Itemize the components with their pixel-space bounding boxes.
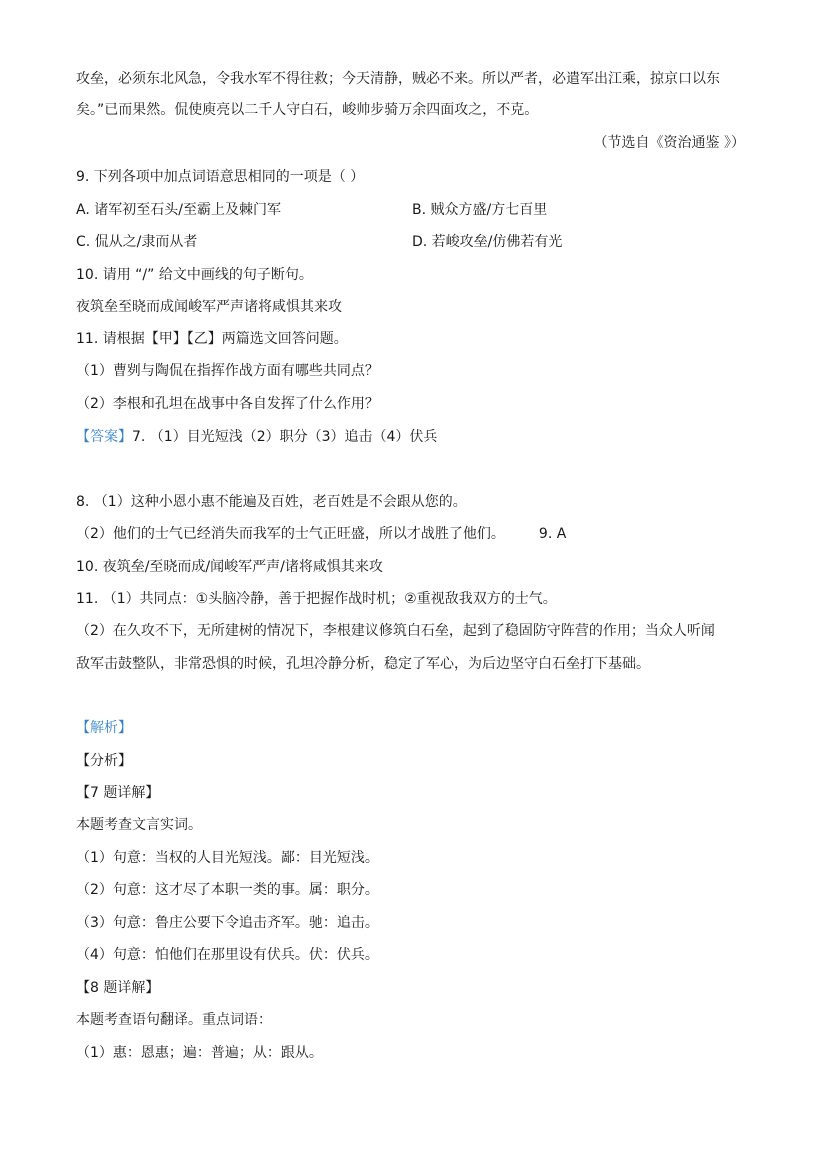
question-9-option-d: D. 若峻攻垒/仿佛若有光 (412, 234, 563, 250)
analysis-q7-3: （3）句意：鲁庄公要下令追击齐军。驰：追击。 (76, 915, 379, 931)
passage-line-2: 矣。”已而果然。侃使庾亮以二千人守白石，峻帅步骑万余四面攻之，不克。 (76, 102, 539, 118)
question-9-option-b: B. 贼众方盛/方七百里 (412, 202, 548, 218)
answer-11-2b: 敌军击鼓整队，非常恐惧的时候，孔坦冷静分析，稳定了军心，为后边坚守白石垒打下基础。 (76, 656, 650, 672)
analysis-q7-2: （2）句意：这才尽了本职一类的事。属：职分。 (76, 882, 379, 898)
passage-source: （节选自《资治通鉴 》） (593, 135, 745, 151)
answer-11-1: 11. （1）共同点：①头脑冷静，善于把握作战时机；②重视敌我双方的士气。 (76, 591, 557, 607)
question-9-stem: 9. 下列各项中加点词语意思相同的一项是（ ） (76, 169, 365, 185)
answer-8-2-row (76, 524, 566, 544)
analysis-tag: 【解析】 (76, 720, 132, 736)
analysis-q7-head: 【7 题详解】 (76, 785, 160, 801)
question-9-option-c: C. 侃从之/隶而从者 (76, 234, 198, 250)
question-9-option-a: A. 诸军初至石头/至霸上及棘门军 (76, 202, 281, 218)
answer-tag: 【答案】 (76, 429, 132, 445)
answer-8-2: （2）他们的士气已经消失而我军的士气正旺盛，所以才战胜了他们。 (76, 526, 505, 542)
analysis-q8-intro: 本题考查语句翻译。重点词语： (76, 1012, 272, 1028)
analysis-q8-head: 【8 题详解】 (76, 980, 160, 996)
analysis-q7-intro: 本题考查文言实词。 (76, 817, 202, 833)
analysis-q8-1: （1）惠：恩惠；遍：普遍；从：跟从。 (76, 1045, 323, 1061)
analysis-fenxi: 【分析】 (76, 753, 132, 769)
question-11-stem: 11. 请根据【甲】【乙】两篇选文回答问题。 (76, 331, 348, 347)
analysis-q7-4: （4）句意：怕他们在那里设有伏兵。伏：伏兵。 (76, 947, 379, 963)
question-11-sub-1: （1）曹刿与陶侃在指挥作战方面有哪些共同点？ (76, 363, 379, 379)
analysis-q7-1: （1）句意：当权的人目光短浅。鄙：目光短浅。 (76, 850, 379, 866)
question-10-stem: 10. 请用 “/” 给文中画线的句子断句。 (76, 267, 313, 283)
answer-8-1: 8. （1）这种小恩小惠不能遍及百姓，老百姓是不会跟从您的。 (76, 494, 467, 510)
answer-10: 10. 夜筑垒/至晓而成/闻峻军严声/诸将咸惧其来攻 (76, 559, 383, 575)
question-11-sub-2: （2）李根和孔坦在战事中各自发挥了什么作用？ (76, 396, 379, 412)
answer-7: 7. （1）目光短浅（2）职分（3）追击（4）伏兵 (132, 429, 438, 445)
answer-9: 9. A (538, 526, 567, 542)
passage-line-1: 攻垒，必须东北风急，令我水军不得往救；今天清静，贼必不来。所以严者，必遣军出江乘，掠京口以东 (76, 71, 720, 87)
answer-11-2a: （2）在久攻不下，无所建树的情况下，李根建议修筑白石垒，起到了稳固防守阵营的作用；当众人听闻 (76, 623, 715, 639)
answer-line-7 (76, 427, 437, 447)
question-10-sentence: 夜筑垒至晓而成闻峻军严声诸将咸惧其来攻 (76, 299, 342, 315)
